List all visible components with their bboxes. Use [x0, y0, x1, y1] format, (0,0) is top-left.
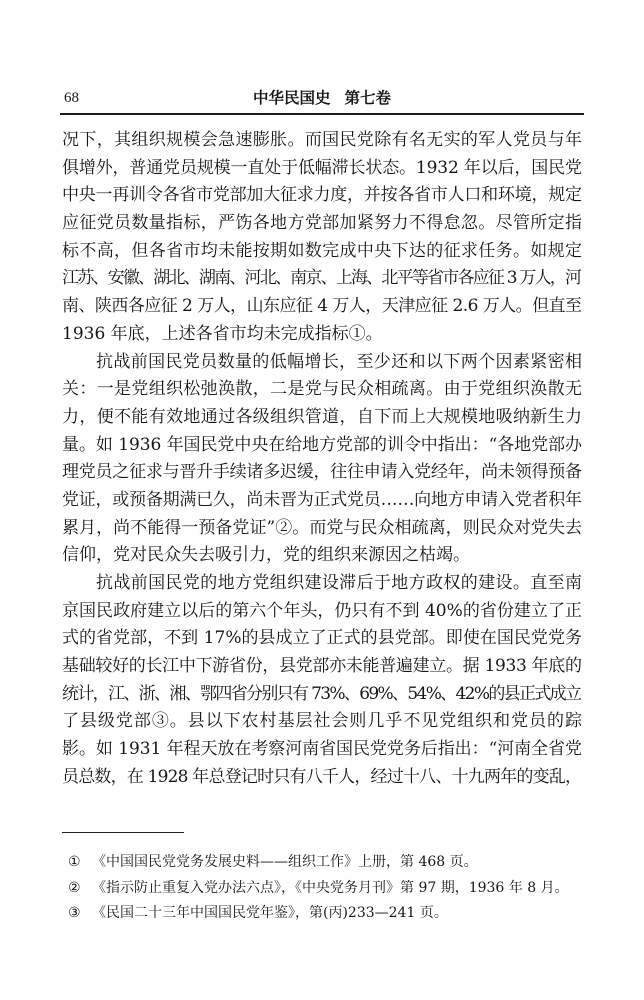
paragraph — [62, 570, 582, 792]
book-title: 中华民国史 — [252, 88, 331, 107]
paragraph — [62, 127, 582, 349]
text-line-text: 南、陕西各应征 2 万人，山东应征 4 万人，天津应征 2.6 万人。但直至 — [62, 296, 582, 317]
text-line — [62, 681, 582, 709]
text-line — [62, 127, 582, 155]
text-line — [62, 376, 582, 404]
text-line-text: 式的省党部，不到 17%的县成立了正式的县党部。即使在国民党党务 — [62, 628, 583, 649]
text-line-text: 俱增外，普通党员规模一直处于低幅滞长状态。1932 年以后，国民党 — [62, 157, 582, 178]
footnote-text: 《民国二十三年中国国民党年鉴》，第(丙)233—241 页。 — [92, 905, 448, 921]
text-line-text: 标不高，但各省市均未能按期如数完成中央下达的征求任务。如规定 — [62, 240, 583, 261]
footnotes — [62, 850, 582, 927]
text-line-text: 况下，其组织规模会急速膨胀。而国民党除有名无实的军人党员与年 — [62, 130, 583, 150]
text-line — [62, 542, 582, 570]
header-rule — [60, 113, 584, 115]
text-line — [62, 265, 582, 293]
text-line-text: 力，便不能有效地通过各级组织管道，自下而上大规模地吸纳新生力 — [62, 406, 583, 427]
text-line-text: 信仰，党对民众失去吸引力，党的组织来源因之枯竭。 — [62, 545, 470, 566]
text-line-text: 量。如 1936 年国民党中央在给地方党部的训令中指出：“各地党部办 — [62, 434, 582, 455]
text-line-text: 京国民政府建立以后的第六个年头，仍只有不到 40%的省份建立了正 — [62, 600, 583, 621]
text-line — [62, 653, 582, 681]
running-head — [62, 86, 582, 110]
footnote — [62, 876, 582, 902]
text-line — [62, 182, 582, 210]
text-line — [62, 598, 582, 626]
text-line — [62, 625, 582, 653]
footnote-marker: ② — [68, 879, 81, 896]
text-line-text: 抗战前国民党的地方党组织建设滞后于地方政权的建设。直至南 — [96, 573, 583, 593]
text-line-text: 江苏、安徽、湖北、湖南、河北、南京、上海、北平等省市各应征 3 万人，河 — [62, 268, 581, 289]
footnote — [62, 901, 582, 927]
text-line — [62, 432, 582, 460]
text-line-text: 应征党员数量指标，严饬各地方党部加紧努力不得怠忽。尽管所定指 — [62, 213, 583, 234]
footnote-rule — [62, 832, 184, 833]
text-line-text: 累月，尚不能得一预备党证”②。而党与民众相疏离，则民众对党失去 — [62, 517, 583, 538]
text-line — [62, 515, 582, 543]
body-text — [62, 127, 582, 792]
text-line — [62, 349, 582, 377]
text-line-text: 基础较好的长江中下游省份，县党部亦未能普遍建立。据 1933 年底的 — [62, 656, 582, 677]
text-line — [62, 570, 582, 598]
paragraph — [62, 349, 582, 571]
text-line-text: 了县级党部③。县以下农村基层社会则几乎不见党组织和党员的踪 — [62, 711, 583, 732]
text-line-text: 党证，或预备期满已久，尚未晋为正式党员……向地方申请入党者积年 — [62, 489, 582, 510]
text-line-text: 统计，江、浙、湘、鄂四省分别只有 73%、69%、54%、42%的县正式成立 — [62, 683, 581, 704]
text-line — [62, 708, 582, 736]
footnote-text: 《中国国民党党务发展史料——组织工作》上册，第 468 页。 — [92, 854, 478, 870]
text-line-text: 理党员之征求与晋升手续诸多迟缓，往往申请入党经年，尚未领得预备 — [62, 462, 582, 483]
text-line-text: 1936 年底，上述各省市均未完成指标①。 — [62, 323, 383, 344]
page-number: 68 — [64, 90, 79, 106]
text-line — [62, 210, 582, 238]
text-line-text: 中央一再训令各省市党部加大征求力度，并按各省市人口和环境，规定 — [62, 185, 582, 206]
footnote-marker: ③ — [68, 905, 81, 921]
footnote — [62, 850, 582, 876]
footnote-text: 《指示防止重复入党办法六点》，《中央党务月刊》第 97 期，1936 年 8 月。 — [92, 879, 569, 896]
text-line — [62, 155, 582, 183]
text-line — [62, 736, 582, 764]
text-line — [62, 404, 582, 432]
text-line-text: 关：一是党组织松弛涣散，二是党与民众相疏离。由于党组织涣散无 — [62, 379, 583, 400]
text-line — [62, 459, 582, 487]
text-line — [62, 487, 582, 515]
text-line — [62, 293, 582, 321]
running-title — [62, 86, 582, 110]
text-line-text: 员总数，在 1928 年总登记时只有八千人，经过十八、十九两年的变乱， — [62, 766, 582, 787]
text-line — [62, 764, 582, 792]
text-line-text: 影。如 1931 年程天放在考察河南省国民党党务后指出：“河南全省党 — [62, 739, 582, 760]
text-line — [62, 321, 582, 349]
footnote-marker: ① — [68, 854, 81, 870]
volume-label: 第七卷 — [344, 88, 392, 107]
text-line — [62, 238, 582, 266]
text-line-text: 抗战前国民党员数量的低幅增长，至少还和以下两个因素紧密相 — [96, 351, 583, 372]
